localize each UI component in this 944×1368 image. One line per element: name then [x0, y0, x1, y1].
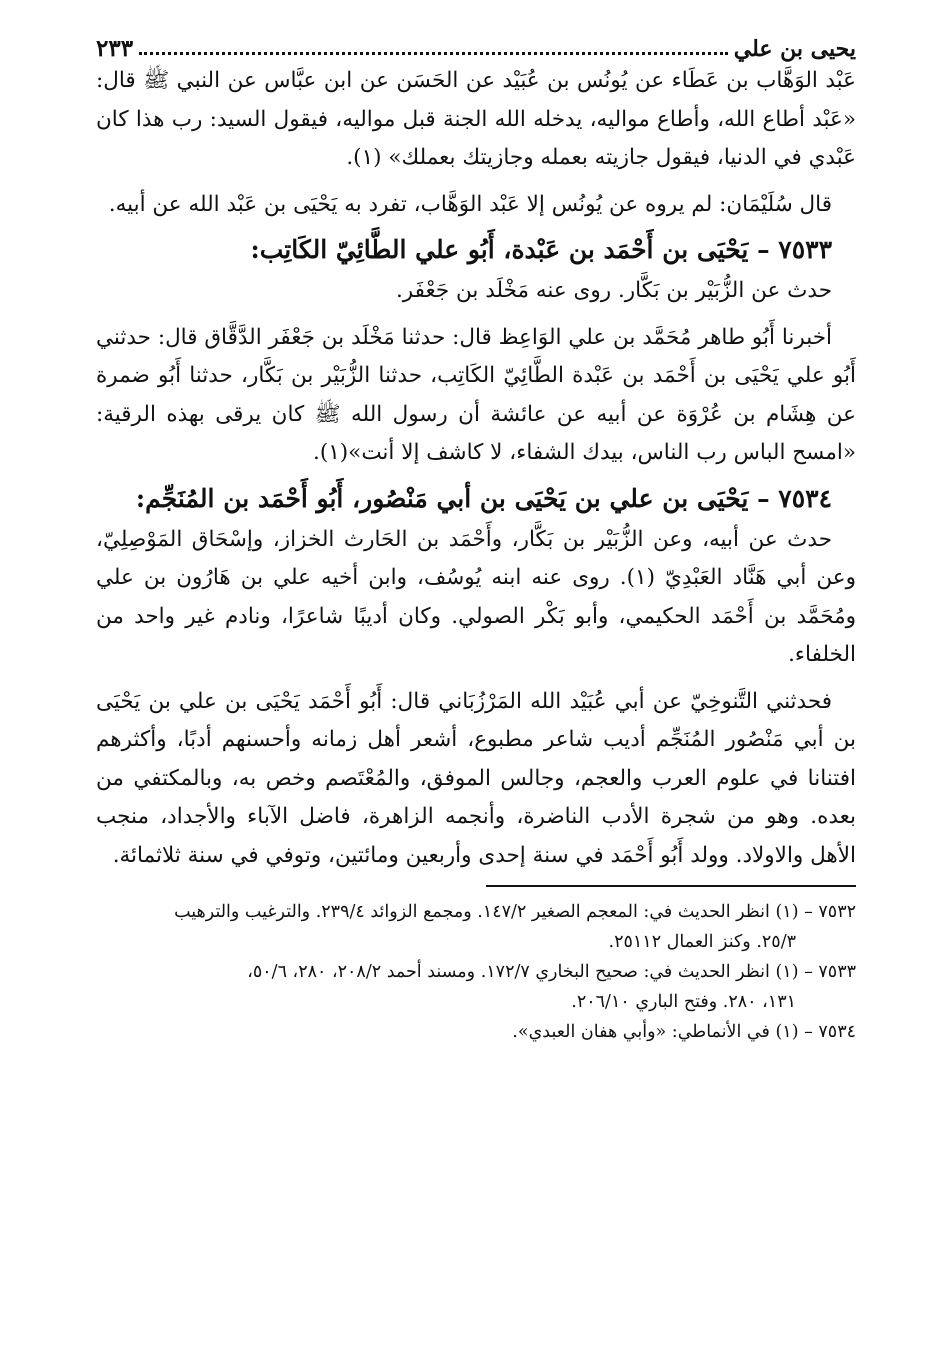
intro-paragraph-hadith: عَبْد الوَهَّاب بن عَطَاء عن يُونُس بن عُبَيْد عن الحَسَن عن ابن عبَّاس عن النبي ﷺ قال: «عَبْد أطاع الله، وأطاع مواليه، يدخله الله الجنة قبل مواليه، فيقول السيد: رب هذا كان عَبْدي في الدنيا، فيقول جازيته بعمله وجازيتك بعملك» (١).: [96, 68, 856, 170]
page-number: ٢٣٣: [96, 35, 134, 62]
entry-7534-paragraph: فحدثني التَّنوخِيّ عن أبي عُبَيْد الله المَرْزُبَاني قال: أَبُو أَحْمَد يَحْيَى بن علي بن يَحْيَى بن أبي مَنْصُور المُنَجِّم أديب شاعر مطبوع، أشعر أهل زمانه وأحسنهم أدبًا، وأكثرهم افتنانا في علوم العرب والعجم، وجالس الموفق، والمُعْتَصم وخص به، وبالمكتفي من بعده. وهو من شجرة الأدب الناضرة، وأنجمه الزاهرة، فاضل الآباء والأجداد، منجب الأهل والاولاد. وولد أَبُو أَحْمَد في سنة إحدى وأربعين ومائتين، وتوفي في سنة ثلاثمائة.: [96, 688, 856, 868]
footnote-separator: [486, 885, 856, 887]
intro-paragraph-comment: قال سُلَيْمَان: لم يروه عن يُونُس إلا عَبْد الوَهَّاب، تفرد به يَحْيَى بن عَبْد الله عن أبيه.: [108, 191, 832, 217]
footnote-7532: ٧٥٣٢ – (١) انظر الحديث في: المعجم الصغير ١٤٧/٢. ومجمع الزوائد ٢٣٩/٤. والترغيب والترهيب: [174, 902, 856, 922]
entry-7533-paragraph: أخبرنا أَبُو طاهر مُحَمَّد بن علي الوَاعِظ قال: حدثنا مَخْلَد بن جَعْفَر الدَّقَّاق قال: حدثني أَبُو علي يَحْيَى بن أَحْمَد بن عَبْدة الطَّائِيّ الكَاتِب، حدثنا الزُّبَيْر بن بَكَّار، حدثنا أَبُو ضمرة عن هِشَام بن عُرْوَة عن أبيه عن عائشة أن رسول الله ﷺ كان يرقى بهذه الرقية: «امسح الباس رب الناس، بيدك الشفاء، لا كاشف إلا أنت»(١).: [96, 324, 856, 465]
leader-dots: [139, 52, 728, 55]
footnote-7534: ٧٥٣٤ – (١) في الأنماطي: «وأبي هفان العبدي».: [512, 1022, 856, 1042]
main-text: [96, 62, 856, 875]
footnote-7533-continued: ١٣١، ٢٨٠. وفتح الباري ٢٠٦/١٠.: [571, 992, 796, 1012]
entry-7533-paragraph: حدث عن الزُّبَيْر بن بَكَّار. روى عنه مَخْلَد بن جَعْفَر.: [395, 278, 832, 303]
footnotes: [96, 897, 856, 1047]
entry-7534-paragraph: حدث عن أبيه، وعن الزُّبَيْر بن بَكَّار، وأَحْمَد بن الحَارث الخزاز، وإسْحَاق المَوْصِلِيّ، وعن أبي هَنَّاد العَبْدِيّ (١). روى عنه ابنه يُوسُف، وابن أخيه علي بن هَارُون بن علي ومُحَمَّد بن أَحْمَد الحكيمي، وأبو بَكْر الصولي. وكان أديبًا شاعرًا، ونادم غير واحد من الخلفاء.: [96, 526, 856, 667]
entry-heading-7533: ٧٥٣٣ – يَحْيَى بن أَحْمَد بن عَبْدة، أَبُو علي الطَّائِيّ الكَاتِب:: [250, 235, 832, 264]
running-header: [96, 28, 856, 62]
running-title: يحيى بن علي: [733, 36, 856, 62]
footnote-7533: ٧٥٣٣ – (١) انظر الحديث في: صحيح البخاري ١٧٢/٧. ومسند أحمد ٢٠٨/٢، ٢٨٠، ٥٠/٦،: [247, 962, 856, 982]
footnote-7532-continued: ٢٥/٣. وكنز العمال ٢٥١١٢.: [608, 932, 796, 952]
entry-heading-7534: ٧٥٣٤ – يَحْيَى بن علي بن يَحْيَى بن أبي مَنْصُور، أَبُو أَحْمَد بن المُنَجِّم:: [135, 483, 832, 513]
